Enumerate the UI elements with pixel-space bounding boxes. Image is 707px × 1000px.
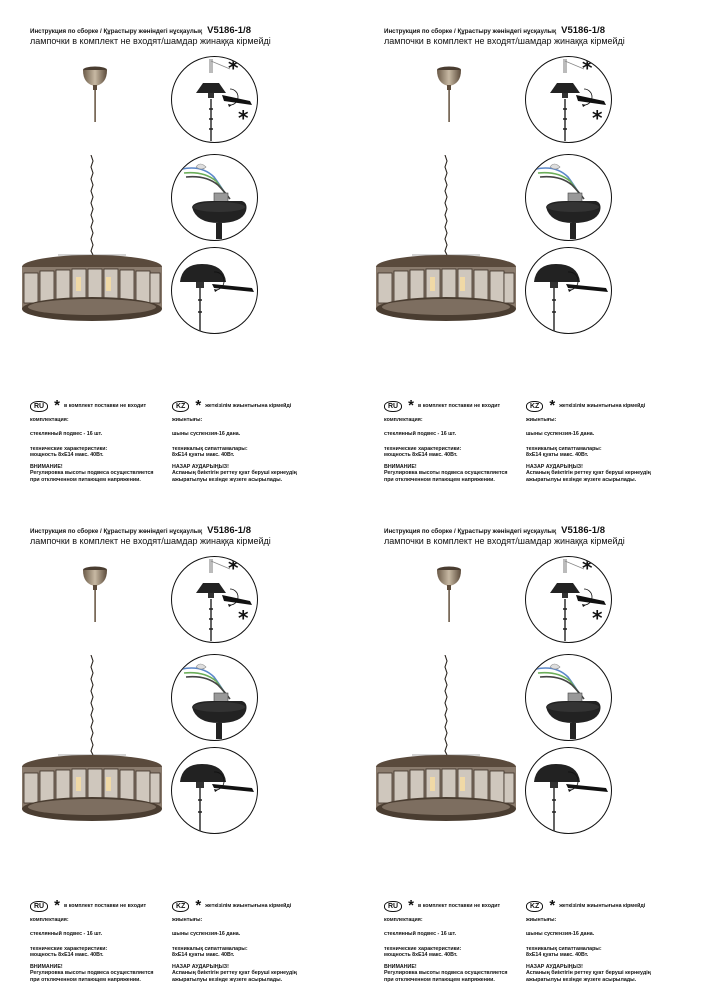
step-1-circle	[525, 556, 612, 643]
ru-language-badge: RU	[384, 401, 402, 412]
kz-spec-title: техникалық сипаттамалары:	[526, 445, 602, 452]
ru-not-included-note: в комплект поставки не входит	[63, 902, 147, 909]
step-1-circle	[171, 556, 258, 643]
header-line-1	[384, 25, 605, 36]
ru-spec-title: технические характеристики:	[384, 945, 462, 952]
kz-kit-item: шыны суспензия-16 дана.	[526, 431, 595, 438]
kz-warning-title: НАЗАР АУДАРЫҢЫЗ!	[526, 964, 583, 971]
header-title: Инструкция по сборке / Құрастыру жөніндегі нұсқаулық	[30, 528, 203, 535]
ru-column	[384, 897, 524, 983]
header-line-1	[384, 525, 605, 536]
ru-warning-line-1: Регулировка высоты подвеса осуществляется	[384, 470, 508, 477]
asterisk-icon: *	[54, 897, 60, 914]
step-3-circle	[525, 247, 612, 334]
ru-warning-line-2: при отключенном питающем напряжении.	[384, 476, 495, 483]
star-icon: *	[592, 106, 603, 130]
kz-warning-line-1: Аспаның биіктігін реттеу қуат беруші кернеудің	[172, 470, 297, 477]
kz-spec-title: техникалық сипаттамалары:	[172, 445, 248, 452]
ru-warning-line-2: при отключенном питающем напряжении.	[30, 976, 141, 983]
kz-not-included-note: жеткізілім жиынтығына кірмейді	[205, 402, 292, 409]
step-3-circle	[171, 247, 258, 334]
ru-warning-line-1: Регулировка высоты подвеса осуществляется	[30, 470, 154, 477]
kz-kit-item: шыны суспензия-16 дана.	[526, 931, 595, 938]
kz-warning-line-1: Аспаның биіктігін реттеу қуат беруші кернеудің	[526, 970, 651, 977]
ru-not-included-note: в комплект поставки не входит	[417, 402, 501, 409]
instruction-sheet	[0, 0, 353, 500]
header-line-2: лампочки в комплект не входят/шамдар жинаққа кірмейді	[384, 36, 625, 46]
step-2-circle	[525, 654, 612, 741]
kz-not-included-note: жеткізілім жиынтығына кірмейді	[205, 902, 292, 909]
star-icon: *	[592, 606, 603, 630]
star-icon: *	[582, 557, 593, 580]
kz-spec-value: 8xE14 қуаты макс. 40Вт.	[526, 451, 589, 458]
ru-spec-value: мощность 8xE14 макс. 40Вт.	[30, 451, 104, 458]
ru-kit-item: стеклянный подвес - 16 шт.	[384, 431, 457, 438]
header-line-1	[30, 525, 251, 536]
kz-column	[172, 397, 332, 483]
ru-kit-item: стеклянный подвес - 16 шт.	[384, 931, 457, 938]
chandelier-image	[18, 155, 166, 335]
step-2-circle	[171, 154, 258, 241]
header-line-2: лампочки в комплект не входят/шамдар жинаққа кірмейді	[30, 36, 271, 46]
kz-language-badge: KZ	[172, 401, 189, 412]
chandelier-image	[372, 155, 520, 335]
kz-not-included-note: жеткізілім жиынтығына кірмейді	[559, 902, 646, 909]
header-title: Инструкция по сборке / Құрастыру жөніндегі нұсқаулық	[384, 28, 557, 35]
ru-language-badge: RU	[30, 901, 48, 912]
step-3-circle	[171, 747, 258, 834]
kz-kit-item: шыны суспензия-16 дана.	[172, 931, 241, 938]
ru-warning-line-2: при отключенном питающем напряжении.	[30, 476, 141, 483]
header-line-2: лампочки в комплект не входят/шамдар жинаққа кірмейді	[30, 536, 271, 546]
ru-kit-item: стеклянный подвес - 16 шт.	[30, 931, 103, 938]
kz-warning-line-2: ажыратылуы кезінде жүзеге асырылады.	[172, 476, 283, 483]
kz-kit-title: жиынтығы:	[172, 917, 203, 923]
step-1-circle	[525, 56, 612, 143]
kz-spec-value: 8xE14 қуаты макс. 40Вт.	[172, 951, 235, 958]
ru-spec-title: технические характеристики:	[384, 445, 462, 452]
ru-warning-title: ВНИМАНИЕ!	[384, 964, 417, 971]
ru-spec-title: технические характеристики:	[30, 445, 108, 452]
chandelier-image	[18, 655, 166, 835]
ru-column	[30, 897, 170, 983]
header-title: Инструкция по сборке / Құрастыру жөніндегі нұсқаулық	[384, 528, 557, 535]
kz-kit-title: жиынтығы:	[172, 417, 203, 423]
instruction-sheet	[354, 500, 707, 1000]
kz-warning-line-1: Аспаның биіктігін реттеу қуат беруші кернеудің	[172, 970, 297, 977]
model-number: V5186-1/8	[207, 525, 251, 536]
step-2-circle	[525, 154, 612, 241]
kz-kit-title: жиынтығы:	[526, 417, 557, 423]
ru-warning-title: ВНИМАНИЕ!	[30, 464, 63, 471]
ru-spec-value: мощность 8xE14 макс. 40Вт.	[384, 451, 458, 458]
kz-kit-title: жиынтығы:	[526, 917, 557, 923]
step-2-circle	[171, 654, 258, 741]
ru-warning-title: ВНИМАНИЕ!	[30, 964, 63, 971]
step-3-circle	[525, 747, 612, 834]
header-line-1	[30, 25, 251, 36]
kz-language-badge: KZ	[172, 901, 189, 912]
kz-column	[526, 897, 686, 983]
asterisk-icon: *	[408, 397, 414, 414]
step-1-circle	[171, 56, 258, 143]
canopy-image	[76, 62, 114, 124]
ru-spec-title: технические характеристики:	[30, 945, 108, 952]
kz-spec-title: техникалық сипаттамалары:	[172, 945, 248, 952]
ru-kit-title: комплектация:	[384, 417, 423, 423]
kz-language-badge: KZ	[526, 401, 543, 412]
kz-warning-title: НАЗАР АУДАРЫҢЫЗ!	[172, 964, 229, 971]
kz-warning-title: НАЗАР АУДАРЫҢЫЗ!	[526, 464, 583, 471]
ru-language-badge: RU	[384, 901, 402, 912]
kz-warning-line-2: ажыратылуы кезінде жүзеге асырылады.	[526, 476, 637, 483]
ru-kit-title: комплектация:	[384, 917, 423, 923]
kz-warning-line-2: ажыратылуы кезінде жүзеге асырылады.	[172, 976, 283, 983]
canopy-image	[76, 562, 114, 624]
ru-not-included-note: в комплект поставки не входит	[63, 402, 147, 409]
canopy-image	[430, 562, 468, 624]
asterisk-icon: *	[195, 897, 202, 914]
ru-warning-title: ВНИМАНИЕ!	[384, 464, 417, 471]
asterisk-icon: *	[54, 397, 60, 414]
star-icon: *	[582, 57, 593, 80]
canopy-image	[430, 62, 468, 124]
kz-warning-line-1: Аспаның биіктігін реттеу қуат беруші кернеудің	[526, 470, 651, 477]
kz-column	[526, 397, 686, 483]
ru-column	[30, 397, 170, 483]
model-number: V5186-1/8	[561, 25, 605, 36]
model-number: V5186-1/8	[561, 525, 605, 536]
ru-kit-title: комплектация:	[30, 417, 69, 423]
ru-warning-line-2: при отключенном питающем напряжении.	[384, 976, 495, 983]
kz-spec-title: техникалық сипаттамалары:	[526, 945, 602, 952]
star-icon: *	[238, 606, 249, 630]
asterisk-icon: *	[195, 397, 202, 414]
ru-warning-line-1: Регулировка высоты подвеса осуществляется	[384, 970, 508, 977]
ru-spec-value: мощность 8xE14 макс. 40Вт.	[30, 951, 104, 958]
star-icon: *	[228, 557, 239, 580]
kz-column	[172, 897, 332, 983]
ru-column	[384, 397, 524, 483]
header-line-2: лампочки в комплект не входят/шамдар жинаққа кірмейді	[384, 536, 625, 546]
chandelier-image	[372, 655, 520, 835]
ru-kit-item: стеклянный подвес - 16 шт.	[30, 431, 103, 438]
star-icon: *	[238, 106, 249, 130]
model-number: V5186-1/8	[207, 25, 251, 36]
star-icon: *	[228, 57, 239, 80]
kz-spec-value: 8xE14 қуаты макс. 40Вт.	[526, 951, 589, 958]
kz-warning-line-2: ажыратылуы кезінде жүзеге асырылады.	[526, 976, 637, 983]
asterisk-icon: *	[408, 897, 414, 914]
asterisk-icon: *	[549, 897, 556, 914]
header-title: Инструкция по сборке / Құрастыру жөніндегі нұсқаулық	[30, 28, 203, 35]
ru-kit-title: комплектация:	[30, 917, 69, 923]
instruction-sheet	[354, 0, 707, 500]
kz-not-included-note: жеткізілім жиынтығына кірмейді	[559, 402, 646, 409]
ru-not-included-note: в комплект поставки не входит	[417, 902, 501, 909]
kz-warning-title: НАЗАР АУДАРЫҢЫЗ!	[172, 464, 229, 471]
instruction-sheet	[0, 500, 353, 1000]
kz-kit-item: шыны суспензия-16 дана.	[172, 431, 241, 438]
ru-spec-value: мощность 8xE14 макс. 40Вт.	[384, 951, 458, 958]
ru-language-badge: RU	[30, 401, 48, 412]
kz-spec-value: 8xE14 қуаты макс. 40Вт.	[172, 451, 235, 458]
kz-language-badge: KZ	[526, 901, 543, 912]
ru-warning-line-1: Регулировка высоты подвеса осуществляется	[30, 970, 154, 977]
asterisk-icon: *	[549, 397, 556, 414]
